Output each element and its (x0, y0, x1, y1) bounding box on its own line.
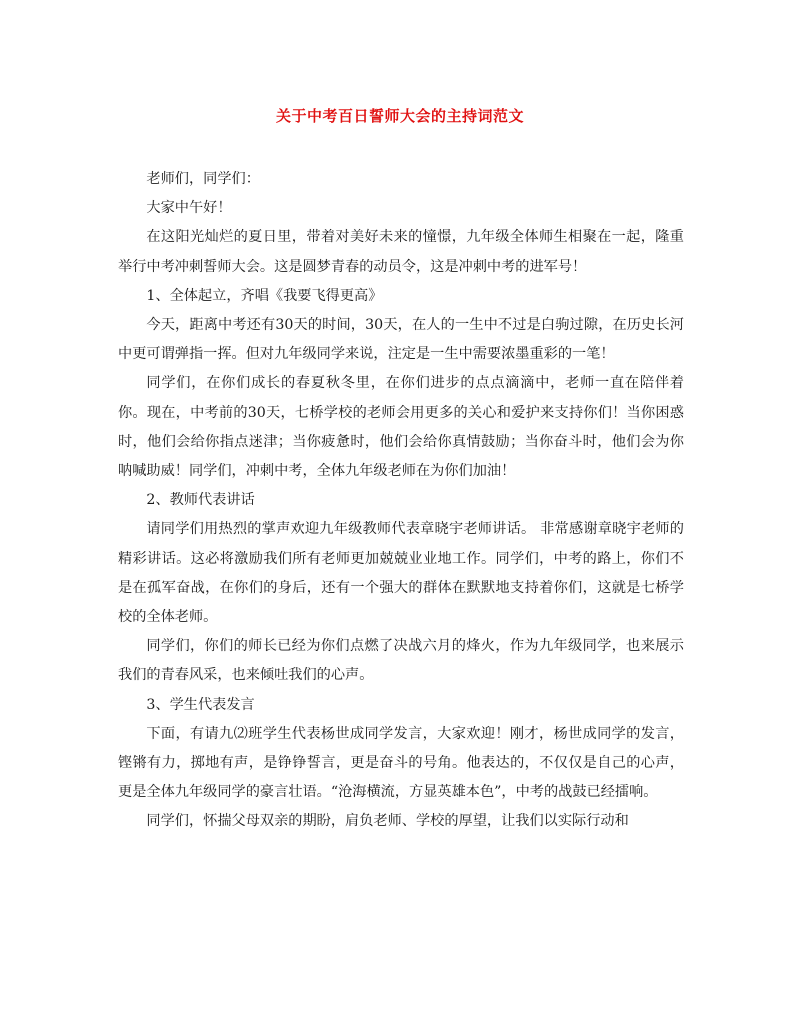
document-title: 关于中考百日誓师大会的主持词范文 (275, 107, 524, 125)
paragraph-teachers-support: 同学们，在你们成长的春夏秋冬里，在你们进步的点点滴滴中，老师一直在陪伴着你。现在，中考前的30天，七桥学校的老师会用更多的关心和爱护来支持你们！当你困惑时，他们会给你指点迷津；当你疲惫时，他们会给你真情鼓励；当你奋斗时，他们会为你呐喊助威！同学们，冲刺中考，全体九年级老师在为你们加油！ (118, 375, 684, 480)
paragraph-student-voice: 同学们，你们的师长已经为你们点燃了决战六月的烽火，作为九年级同学，也来展示我们的青春风采，也来倾吐我们的心声。 (118, 638, 684, 684)
paragraph-opening: 在这阳光灿烂的夏日里，带着对美好未来的憧憬，九年级全体师生相聚在一起，隆重举行中考冲刺誓师大会。这是圆梦青春的动员令，这是冲刺中考的进军号！ (118, 229, 684, 275)
paragraph-teacher-speech: 请同学们用热烈的掌声欢迎九年级教师代表章晓宇老师讲话。 非常感谢章晓宇老师的精彩讲话。这必将激励我们所有老师更加兢兢业业地工作。同学们，中考的路上，你们不是在孤军奋战，在你们的身后，还有一个强大的群体在默默地支持着你们，这就是七桥学校的全体老师。 (118, 521, 684, 626)
section-heading-1: 1、全体起立，齐唱《我要飞得更高》 (146, 287, 383, 304)
paragraph-closing: 同学们，怀揣父母双亲的期盼，肩负老师、学校的厚望，让我们以实际行动和 (146, 813, 629, 830)
section-heading-2: 2、教师代表讲话 (146, 492, 255, 509)
paragraph-student-speech: 下面，有请九⑵班学生代表杨世成同学发言，大家欢迎！刚才，杨世成同学的发言，铿锵有力，掷地有声，是铮铮誓言，更是奋斗的号角。他表达的，不仅仅是自己的心声，更是全体九年级同学的豪言壮语。“沧海横流，方显英雄本色”，中考的战鼓已经擂响。 (118, 725, 684, 801)
paragraph-greeting: 老师们，同学们： (146, 171, 260, 187)
paragraph-30-days: 今天，距离中考还有30天的时间，30天，在人的一生中不过是白驹过隙，在历史长河中更可谓弹指一挥。但对九年级同学来说，注定是一生中需要浓墨重彩的一笔！ (118, 317, 684, 363)
document-body (118, 165, 684, 837)
section-heading-3: 3、学生代表发言 (146, 696, 255, 713)
paragraph-good-noon: 大家中午好！ (146, 200, 232, 217)
